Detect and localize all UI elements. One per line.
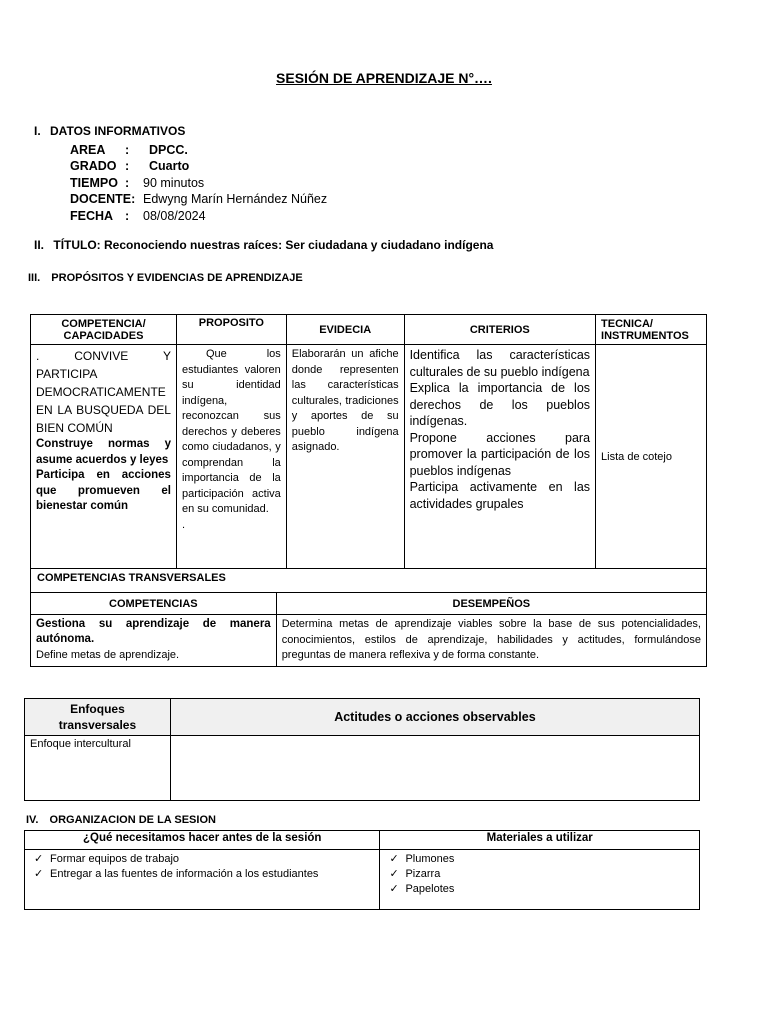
- competencia-cell: [31, 345, 177, 569]
- datos-value: 90 minutos: [143, 176, 205, 190]
- datos-value: 08/08/2024: [143, 209, 206, 223]
- datos-separator: :: [125, 176, 130, 190]
- section-3-number: III.: [28, 272, 41, 284]
- header-competencias: COMPETENCIAS: [31, 593, 277, 615]
- antes-sesion-cell: [25, 850, 380, 910]
- transversales-row: [30, 568, 707, 592]
- section-2-number: II.: [34, 238, 45, 252]
- section-4-heading: [26, 814, 216, 826]
- proposito-text: Que los estudiantes valoren su identidad indígena, reconozcan sus derechos y deberes como ciudadanos, y comprendan la importancia de la participación activa en su comunidad.: [181, 348, 281, 515]
- enfoques-table: [24, 698, 700, 801]
- actitudes-cell: [170, 736, 699, 801]
- evidencia-cell: Elaborarán un afiche donde representen las características culturales, tradiciones y aportes de su pueblo indígena asignado.: [286, 345, 404, 569]
- section-3-title: PROPÓSITOS Y EVIDENCIAS DE APRENDIZAJE: [51, 272, 303, 284]
- header-tecnica: TECNICA/ INSTRUMENTOS: [596, 315, 707, 345]
- material-item: [389, 852, 694, 867]
- datos-row: [70, 157, 189, 175]
- header-desempenos: DESEMPEÑOS: [276, 593, 706, 615]
- preparacion-item: [34, 852, 374, 867]
- header-materiales: Materiales a utilizar: [380, 831, 700, 850]
- propositos-table: [30, 314, 707, 569]
- datos-value: Edwyng Marín Hernández Núñez: [143, 192, 328, 206]
- item-text: Pizarra: [405, 868, 441, 880]
- header-enfoques: Enfoques transversales: [25, 699, 171, 736]
- criterio-item: Identifica las características culturales de su pueblo indígena: [409, 348, 591, 379]
- check-icon: ✓: [34, 868, 44, 880]
- material-item: [389, 882, 694, 897]
- antes-sesion-list: [30, 852, 374, 882]
- datos-label: AREA: [70, 143, 106, 157]
- check-icon: ✓: [389, 883, 399, 895]
- datos-row: [70, 190, 327, 208]
- datos-separator: :: [125, 159, 130, 173]
- criterio-item: Participa activamente en las actividades grupales: [409, 480, 591, 511]
- materiales-list: [385, 852, 694, 897]
- section-4-number: IV.: [26, 814, 39, 826]
- competencia-transversal-cell: [31, 615, 277, 667]
- tecnica-cell: Lista de cotejo: [596, 345, 707, 569]
- header-proposito: PROPOSITO: [176, 315, 286, 345]
- section-1-number: I.: [34, 124, 41, 138]
- criterios-list: [410, 347, 590, 512]
- section-3-heading: [28, 272, 303, 284]
- materiales-cell: [380, 850, 700, 910]
- datos-row: [70, 207, 206, 225]
- material-item: [389, 867, 694, 882]
- header-antes-sesion: ¿Qué necesitamos hacer antes de la sesión: [25, 831, 380, 850]
- datos-value: DPCC.: [149, 143, 188, 157]
- item-text: Papelotes: [405, 883, 455, 895]
- capacidad-2: Participa en acciones que promueven el bienestar común: [36, 469, 171, 512]
- check-icon: ✓: [389, 868, 399, 880]
- transversales-table: [30, 592, 707, 667]
- item-text: Formar equipos de trabajo: [50, 853, 180, 865]
- datos-separator: :: [125, 143, 130, 157]
- capacidad-1: Construye normas y asume acuerdos y leyes: [36, 438, 171, 466]
- proposito-end: .: [181, 518, 186, 531]
- meta-aprendizaje: Define metas de aprendizaje.: [36, 649, 180, 661]
- datos-label: DOCENTE:: [70, 192, 136, 206]
- check-icon: ✓: [34, 853, 44, 865]
- organizacion-table: [24, 830, 700, 910]
- desempeno-cell: Determina metas de aprendizaje viables sobre la base de sus potencialidades, conocimientos, estilos de aprendizaje, habilidades y actitudes, formulándose preguntas de manera reflexiva y de forma constante.: [276, 615, 706, 667]
- item-text: Entregar a las fuentes de información a los estudiantes: [50, 868, 319, 880]
- datos-label: FECHA: [70, 209, 114, 223]
- section-2-heading: [34, 238, 493, 252]
- competencia-text: . CONVIVE Y PARTICIPA DEMOCRATICAMENTE EN LA BUSQUEDA DEL BIEN COMÚN: [36, 349, 171, 435]
- criterios-cell: [404, 345, 595, 569]
- datos-label: TIEMPO: [70, 176, 118, 190]
- header-evidencia: EVIDECIA: [286, 315, 404, 345]
- competencia-transversal: Gestiona su aprendizaje de manera autónoma.: [36, 618, 271, 645]
- datos-separator: :: [125, 209, 130, 223]
- check-icon: ✓: [389, 853, 399, 865]
- section-2-title: TÍTULO: Reconociendo nuestras raíces: Ser ciudadana y ciudadano indígena: [53, 238, 494, 252]
- transversales-title: COMPETENCIAS TRANSVERSALES: [37, 572, 226, 584]
- datos-value: Cuarto: [149, 159, 190, 173]
- section-1-heading: [34, 124, 185, 138]
- section-4-title: ORGANIZACION DE LA SESION: [49, 814, 216, 826]
- criterio-item: Propone acciones para promover la participación de los pueblos indígenas: [409, 430, 591, 478]
- header-criterios: CRITERIOS: [404, 315, 595, 345]
- preparacion-item: [34, 867, 374, 882]
- item-text: Plumones: [405, 853, 455, 865]
- page-title: SESIÓN DE APRENDIZAJE N°….: [276, 70, 492, 86]
- proposito-cell: [176, 345, 286, 569]
- section-1-title: DATOS INFORMATIVOS: [50, 124, 186, 138]
- header-competencia: COMPETENCIA/ CAPACIDADES: [31, 315, 177, 345]
- enfoque-intercultural: Enfoque intercultural: [25, 736, 171, 801]
- header-actitudes: Actitudes o acciones observables: [170, 699, 699, 736]
- criterio-item: Explica la importancia de los derechos de los pueblos indígenas.: [409, 381, 591, 428]
- datos-label: GRADO: [70, 159, 117, 173]
